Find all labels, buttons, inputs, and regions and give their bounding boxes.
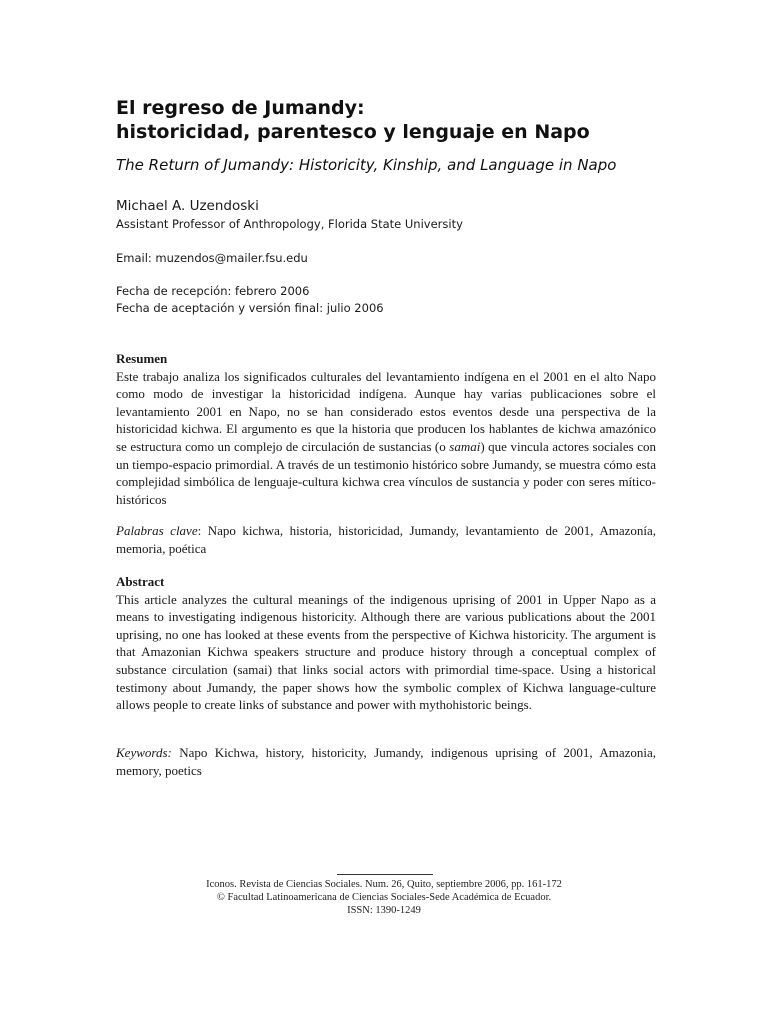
footer-issn: ISSN: 1390-1249	[347, 905, 421, 916]
footer-citation: Iconos. Revista de Ciencias Sociales. Num. 26, Quito, septiembre 2006, pp. 161-172	[206, 879, 562, 890]
submission-dates	[116, 283, 384, 317]
resumen-text-italic: samai	[449, 438, 481, 454]
abstract-section	[116, 573, 656, 714]
author-name: Michael A. Uzendoski	[116, 198, 259, 214]
keywords-label: Keywords:	[116, 745, 172, 760]
resumen-heading: Resumen	[116, 351, 168, 366]
author-affiliation: Assistant Professor of Anthropology, Florida State University	[116, 217, 463, 231]
palabras-clave-text: : Napo kichwa, historia, historicidad, Jumandy, levantamiento de 2001, Amazonía, memoria, poética	[116, 523, 657, 556]
article-subtitle: The Return of Jumandy: Historicity, Kinship, and Language in Napo	[116, 156, 617, 174]
palabras-clave	[116, 522, 656, 557]
accepted-date: Fecha de aceptación y versión final: julio 2006	[116, 301, 384, 315]
resumen-text-2: ) que vincula actores sociales con un tiempo-espacio primordial. A través de un testimonio histórico sobre Jumandy, se muestra cómo esta complejidad simbólica de lenguaje-cultura kichwa crea vínculos de sustancia y poder con seres mítico-históricos	[116, 438, 656, 507]
title-line-1: El regreso de Jumandy:	[116, 97, 365, 119]
resumen-text-1: Este trabajo analiza los significados culturales del levantamiento indígena en el 2001 en el alto Napo como modo de investigar la historicidad indígena. Aunque hay varias publicaciones sobre el levantamiento 2001 en Napo, no se han considerado estos eventos desde una perspectiva de la historicidad kichwa. El argumento es que la historia que producen los hablantes de kichwa amazónico se estructura como un complejo de circulación de sustancias (o	[116, 368, 656, 454]
palabras-clave-label: Palabras clave	[116, 523, 198, 538]
abstract-body: This article analyzes the cultural meanings of the indigenous uprising of 2001 in Upper Napo as a means to investigating indigenous historicity. Although there are various publications about the 2001 uprising, no one has looked at these events from the perspective of Kichwa historicity. The argument is that Amazonian Kichwa speakers structure and produce history through a conceptual complex of substance circulation (samai) that links social actors with primordial time-space. Using a historical testimony about Jumandy, the paper shows how the symbolic complex of Kichwa language-culture allows people to create links of substance and power with mythohistoric beings.	[116, 591, 656, 713]
title-line-2: historicidad, parentesco y lenguaje en Napo	[116, 121, 590, 143]
received-date: Fecha de recepción: febrero 2006	[116, 284, 310, 298]
resumen-section	[116, 350, 656, 508]
abstract-heading: Abstract	[116, 574, 165, 589]
keywords	[116, 744, 656, 779]
author-email: Email: muzendos@mailer.fsu.edu	[116, 251, 308, 265]
resumen-body	[116, 368, 656, 509]
article-title	[116, 96, 676, 144]
footer-rule	[337, 874, 433, 875]
footer-copyright: © Facultad Latinoamericana de Ciencias Sociales-Sede Académica de Ecuador.	[216, 892, 552, 903]
journal-footer	[150, 878, 618, 917]
keywords-text: Napo Kichwa, history, historicity, Jumandy, indigenous uprising of 2001, Amazonia, memory, poetics	[116, 745, 656, 778]
